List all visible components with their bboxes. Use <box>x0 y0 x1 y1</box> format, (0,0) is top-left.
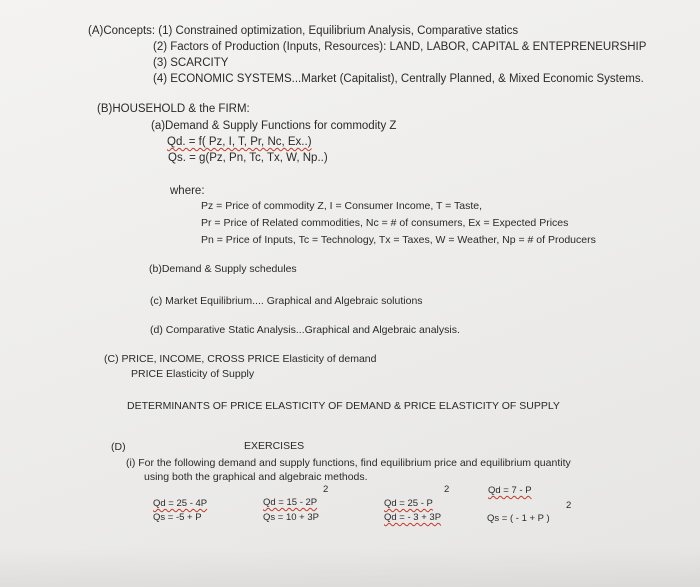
section-c-line2: PRICE Elasticity of Supply <box>131 368 255 380</box>
exercise3-exponent: 2 <box>444 484 450 495</box>
section-a-line2: (2) Factors of Production (Inputs, Resources): LAND, LABOR, CAPITAL & ENTEPRENEURSHIP <box>153 41 647 53</box>
section-b-sub-a: (a)Demand & Supply Functions for commodity Z <box>151 120 397 132</box>
section-a-line3: (3) SCARCITY <box>153 57 229 69</box>
exercises-title: EXERCISES <box>244 440 305 452</box>
demand-function: Qd. = f( Pz, I, T, Pr, Nc, Ex..) <box>167 136 312 148</box>
exercise2-supply: Qs = 10 + 3P <box>263 512 319 523</box>
section-b-sub-b: (b)Demand & Supply schedules <box>149 263 297 275</box>
definition-line3: Pn = Price of Inputs, Tc = Technology, Tx = Taxes, W = Weather, Np = # of Producers <box>201 234 596 246</box>
where-label: where: <box>170 185 205 197</box>
determinants-heading: DETERMINANTS OF PRICE ELASTICITY OF DEMAND & PRICE ELASTICITY OF SUPPLY <box>127 400 560 412</box>
exercise3-demand: Qd = 25 - P <box>384 498 433 509</box>
exercise2-demand: Qd = 15 - 2P <box>263 497 318 508</box>
section-a-line1: (A)Concepts: (1) Constrained optimization, Equilibrium Analysis, Comparative statics <box>88 25 519 37</box>
exercise4-demand: Qd = 7 - P <box>488 485 532 496</box>
exercise-instruction-line2: using both the graphical and algebraic methods. <box>144 471 368 483</box>
section-b-sub-c: (c) Market Equilibrium.... Graphical and Algebraic solutions <box>150 295 423 307</box>
exercise3-supply: Qd = - 3 + 3P <box>384 512 442 523</box>
exercise1-demand: Qd = 25 - 4P <box>153 498 208 509</box>
section-a-line4: (4) ECONOMIC SYSTEMS...Market (Capitalist), Centrally Planned, & Mixed Economic Systems. <box>153 73 644 85</box>
section-b-heading: (B)HOUSEHOLD & the FIRM: <box>97 103 250 115</box>
section-b-sub-d: (d) Comparative Static Analysis...Graphical and Algebraic analysis. <box>150 324 460 336</box>
exercise1-supply: Qs = -5 + P <box>153 512 202 523</box>
definition-line2: Pr = Price of Related commodities, Nc = # of consumers, Ex = Expected Prices <box>201 217 569 229</box>
exercise4-supply: Qs = ( - 1 + P ) <box>487 513 550 524</box>
supply-function: Qs. = g(Pz, Pn, Tc, Tx, W, Np..) <box>168 152 328 164</box>
exercise2-exponent: 2 <box>323 484 329 495</box>
section-d-label: (D) <box>111 441 126 453</box>
definition-line1: Pz = Price of commodity Z, I = Consumer Income, T = Taste, <box>201 200 482 212</box>
section-c-line1: (C) PRICE, INCOME, CROSS PRICE Elasticity of demand <box>104 353 377 365</box>
page-shadow <box>0 547 700 587</box>
exercise4-exponent: 2 <box>566 500 572 511</box>
exercise-instruction-line1: (i) For the following demand and supply functions, find equilibrium price and equilibrium quantity <box>126 457 571 469</box>
